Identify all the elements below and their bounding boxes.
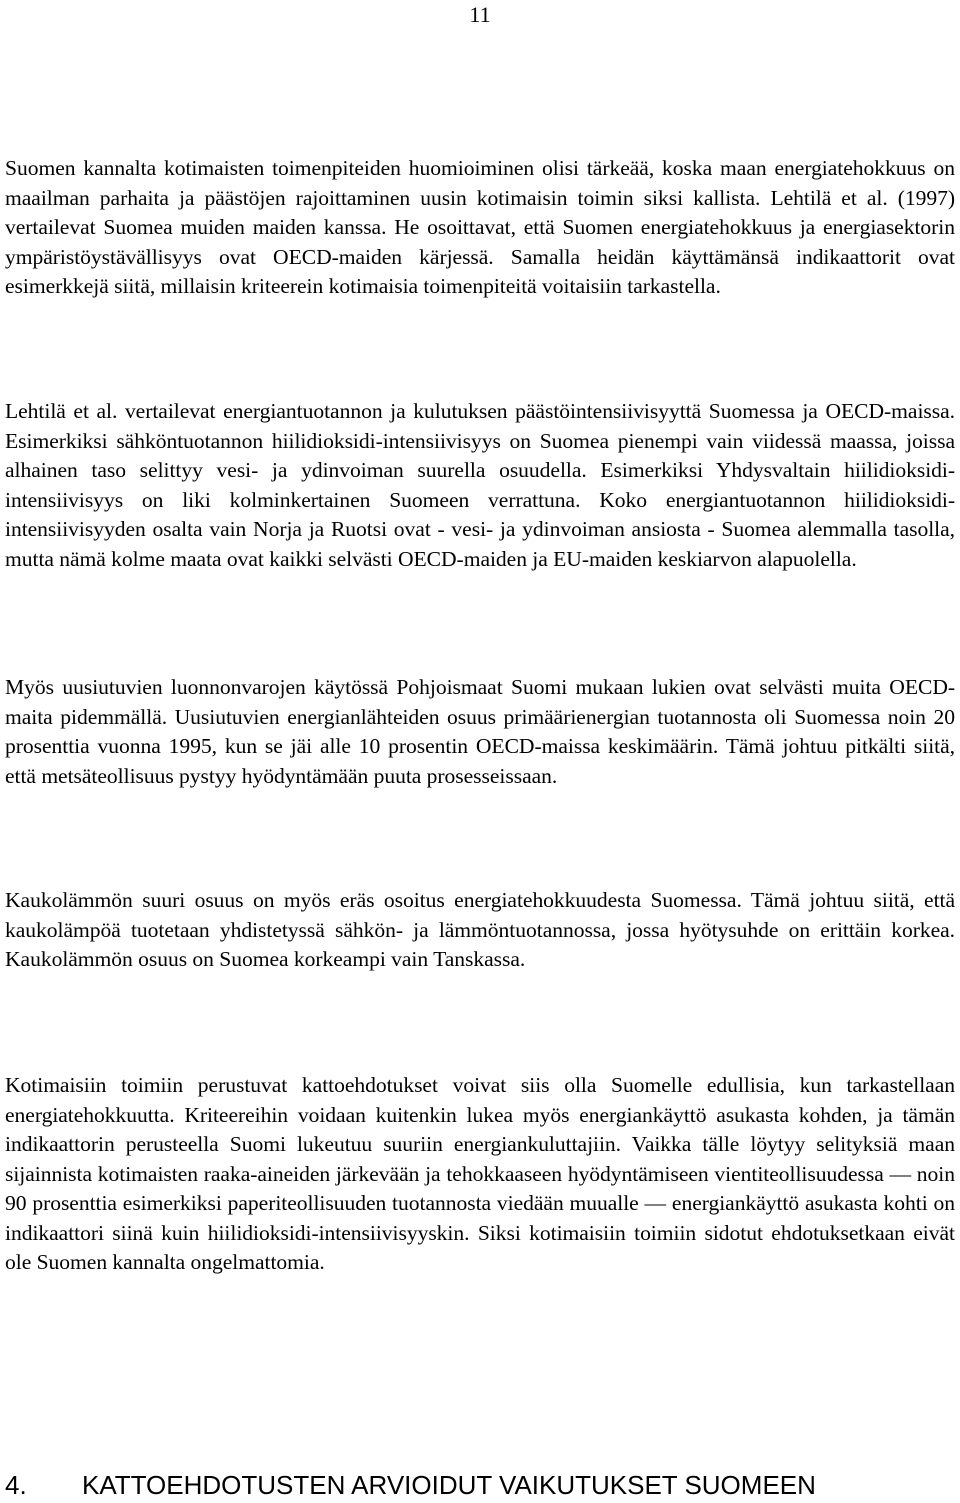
- section-heading: [5, 1468, 955, 1502]
- paragraph-4: Kaukolämmön suuri osuus on myös eräs osoitus energiatehokkuudesta Suomessa. Tämä johtuu siitä, että kaukolämpöä tuotetaan yhdistetyssä sähkön- ja lämmöntuotannossa, jossa hyötysuhde on erittäin korkea. Kaukolämmön osuus on Suomea korkeampi vain Tanskassa.: [5, 888, 955, 971]
- paragraph-5: Kotimaisiin toimiin perustuvat kattoehdotukset voivat siis olla Suomelle edullisia, kun tarkastellaan energiatehokkuutta. Kriteereihin voidaan kuitenkin lukea myös energiankäyttö asukasta kohden, ja tämän indikaattorin perusteella Suomi lukeutuu suuriin energiankuluttajiin. Vaikka tälle löytyy selityksiä maan sijainnista kotimaisten raaka-aineiden järkevään ja tehokkaaseen hyödyntämiseen vientiteollisuudessa — noin 90 prosenttia esimerkiksi paperiteollisuuden tuotannosta viedään muualle — energiankäyttö asukasta kohti on indikaattori siinä kuin hiilidioksidi-intensiivisyyskin. Siksi kotimaisiin toimiin sidotut ehdotuksetkaan eivät ole Suomen kannalta ongelmattomia.: [5, 1073, 955, 1274]
- paragraph-1: Suomen kannalta kotimaisten toimenpiteiden huomioiminen olisi tärkeää, koska maan energiatehokkuus on maailman parhaita ja päästöjen rajoittaminen uusin kotimaisin toimin siksi kallista. Lehtilä et al. (1997) vertailevat Suomea muiden maiden kanssa. He osoittavat, että Suomen energiatehokkuus ja energiasektorin ympäristöystävällisyys ovat OECD-​maiden kärjessä. Samalla heidän käyttämänsä indikaattorit ovat esimerkkejä siitä, millaisin kriteerein kotimaisia toimenpiteitä voitaisiin tarkastella.: [5, 156, 955, 298]
- section-number: 4.: [5, 1470, 27, 1500]
- section-title: KATTOEHDOTUSTEN ARVIOIDUT VAIKUTUKSET SUOMEEN: [82, 1470, 816, 1500]
- paragraph-2: Lehtilä et al. vertailevat energiantuotannon ja kulutuksen päästöintensiivisyyttä Suomessa ja OECD-maissa. Esimerkiksi sähköntuotannon hiilidioksidi-intensiivisyys on Suomea pienempi vain viidessä maassa, joissa alhainen taso selittyy vesi- ja ydinvoiman suurella osuudella. Esimerkiksi Yhdysvaltain hiilidioksidi-intensiivisyys on liki kolminkertainen Suomeen verrattuna. Koko energiantuotannon hiilidioksidi-intensiivisyyden osalta vain Norja ja Ruotsi ovat - vesi- ja ydinvoiman ansiosta - Suomea alemmalla tasolla, mutta nämä kolme maata ovat kaikki selvästi OECD-maiden ja EU-maiden keskiarvon alapuolella.: [5, 399, 955, 571]
- page-number: 11: [469, 2, 491, 27]
- paragraph-3: Myös uusiutuvien luonnonvarojen käytössä Pohjoismaat Suomi mukaan lukien ovat selvästi muita OECD-maita pidemmällä. Uusiutuvien energianlähteiden osuus primäärienergian tuotannosta oli Suomessa noin 20 prosenttia vuonna 1995, kun se jäi alle 10 prosentin OECD-maissa keskimäärin. Tämä johtuu pitkälti siitä, että metsäteollisuus pystyy hyödyntämään puuta prosesseissaan.: [5, 675, 955, 788]
